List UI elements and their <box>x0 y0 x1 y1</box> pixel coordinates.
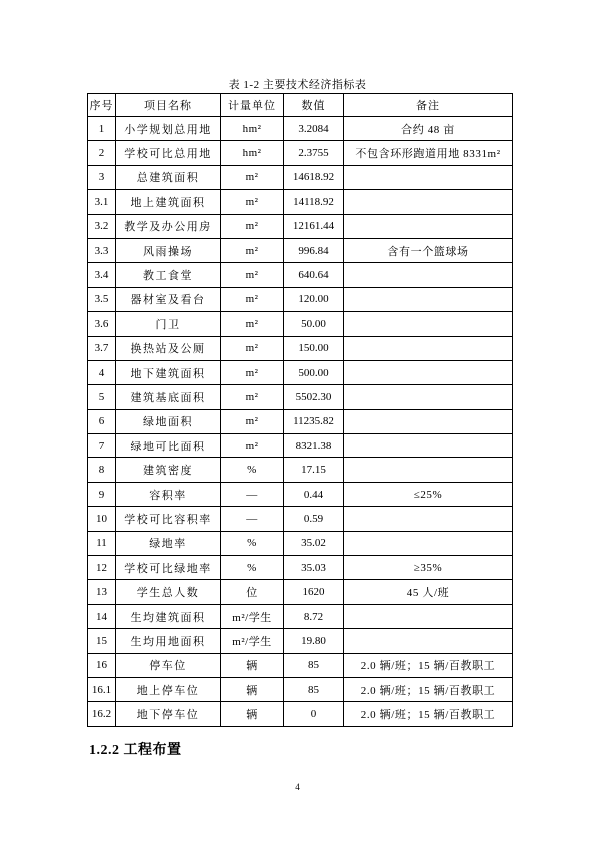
remark-cell <box>344 434 513 458</box>
row-number-cell: 14 <box>88 604 116 628</box>
value-cell: 150.00 <box>284 336 344 360</box>
value-cell: 85 <box>284 653 344 677</box>
value-cell: 640.64 <box>284 263 344 287</box>
row-number-cell: 15 <box>88 629 116 653</box>
item-name-cell: 学校可比总用地 <box>116 141 221 165</box>
unit-cell: m² <box>221 165 284 189</box>
remark-cell: ≤25% <box>344 482 513 506</box>
table-row <box>88 141 513 165</box>
unit-cell: m² <box>221 263 284 287</box>
value-cell: 996.84 <box>284 238 344 262</box>
unit-cell: 辆 <box>221 702 284 726</box>
remark-cell <box>344 287 513 311</box>
header-row-number: 序号 <box>88 94 116 117</box>
table-row <box>88 458 513 482</box>
item-name-cell: 地上停车位 <box>116 677 221 701</box>
remark-cell: 2.0 辆/班；15 辆/百教职工 <box>344 653 513 677</box>
remark-cell: 合约 48 亩 <box>344 117 513 141</box>
item-name-cell: 地下停车位 <box>116 702 221 726</box>
value-cell: 2.3755 <box>284 141 344 165</box>
unit-cell: % <box>221 458 284 482</box>
value-cell: 5502.30 <box>284 385 344 409</box>
table-row <box>88 336 513 360</box>
unit-cell: m² <box>221 312 284 336</box>
table-row <box>88 287 513 311</box>
value-cell: 0.59 <box>284 507 344 531</box>
row-number-cell: 3.1 <box>88 190 116 214</box>
value-cell: 0 <box>284 702 344 726</box>
unit-cell: m² <box>221 385 284 409</box>
table-row <box>88 507 513 531</box>
table-row <box>88 604 513 628</box>
unit-cell: m² <box>221 434 284 458</box>
item-name-cell: 教工食堂 <box>116 263 221 287</box>
remark-cell: 45 人/班 <box>344 580 513 604</box>
remark-cell <box>344 263 513 287</box>
row-number-cell: 9 <box>88 482 116 506</box>
value-cell: 85 <box>284 677 344 701</box>
unit-cell: m² <box>221 214 284 238</box>
item-name-cell: 学校可比容积率 <box>116 507 221 531</box>
page-number: 4 <box>295 782 300 792</box>
header-value: 数值 <box>284 94 344 117</box>
value-cell: 3.2084 <box>284 117 344 141</box>
remark-cell <box>344 604 513 628</box>
row-number-cell: 4 <box>88 360 116 384</box>
item-name-cell: 停车位 <box>116 653 221 677</box>
remark-cell <box>344 629 513 653</box>
unit-cell: m² <box>221 238 284 262</box>
row-number-cell: 3.7 <box>88 336 116 360</box>
remark-cell <box>344 531 513 555</box>
item-name-cell: 小学规划总用地 <box>116 117 221 141</box>
table-row <box>88 385 513 409</box>
row-number-cell: 2 <box>88 141 116 165</box>
row-number-cell: 3.2 <box>88 214 116 238</box>
unit-cell: m² <box>221 360 284 384</box>
value-cell: 14118.92 <box>284 190 344 214</box>
item-name-cell: 地下建筑面积 <box>116 360 221 384</box>
value-cell: 35.02 <box>284 531 344 555</box>
table-row <box>88 409 513 433</box>
row-number-cell: 3.3 <box>88 238 116 262</box>
unit-cell: % <box>221 531 284 555</box>
remark-cell <box>344 507 513 531</box>
item-name-cell: 容积率 <box>116 482 221 506</box>
remark-cell <box>344 214 513 238</box>
row-number-cell: 16.2 <box>88 702 116 726</box>
row-number-cell: 16.1 <box>88 677 116 701</box>
value-cell: 8321.38 <box>284 434 344 458</box>
unit-cell: m² <box>221 409 284 433</box>
unit-cell: — <box>221 482 284 506</box>
unit-cell: — <box>221 507 284 531</box>
item-name-cell: 风雨操场 <box>116 238 221 262</box>
remark-cell: 不包含环形跑道用地 8331m² <box>344 141 513 165</box>
item-name-cell: 建筑基底面积 <box>116 385 221 409</box>
table-row <box>88 190 513 214</box>
table-body <box>88 117 513 727</box>
item-name-cell: 地上建筑面积 <box>116 190 221 214</box>
item-name-cell: 总建筑面积 <box>116 165 221 189</box>
remark-cell: 2.0 辆/班；15 辆/百教职工 <box>344 702 513 726</box>
item-name-cell: 学校可比绿地率 <box>116 556 221 580</box>
table-row <box>88 580 513 604</box>
value-cell: 12161.44 <box>284 214 344 238</box>
remark-cell: 含有一个篮球场 <box>344 238 513 262</box>
unit-cell: % <box>221 556 284 580</box>
remark-cell <box>344 360 513 384</box>
row-number-cell: 5 <box>88 385 116 409</box>
row-number-cell: 11 <box>88 531 116 555</box>
remark-cell: 2.0 辆/班；15 辆/百教职工 <box>344 677 513 701</box>
unit-cell: m²/学生 <box>221 604 284 628</box>
unit-cell: m²/学生 <box>221 629 284 653</box>
unit-cell: m² <box>221 336 284 360</box>
technical-economic-indicator-table <box>87 93 513 727</box>
remark-cell <box>344 385 513 409</box>
item-name-cell: 绿地面积 <box>116 409 221 433</box>
value-cell: 0.44 <box>284 482 344 506</box>
unit-cell: 辆 <box>221 677 284 701</box>
unit-cell: m² <box>221 190 284 214</box>
table-row <box>88 117 513 141</box>
value-cell: 1620 <box>284 580 344 604</box>
row-number-cell: 10 <box>88 507 116 531</box>
row-number-cell: 13 <box>88 580 116 604</box>
table-row <box>88 702 513 726</box>
value-cell: 500.00 <box>284 360 344 384</box>
value-cell: 120.00 <box>284 287 344 311</box>
row-number-cell: 12 <box>88 556 116 580</box>
row-number-cell: 16 <box>88 653 116 677</box>
row-number-cell: 1 <box>88 117 116 141</box>
row-number-cell: 8 <box>88 458 116 482</box>
item-name-cell: 生均用地面积 <box>116 629 221 653</box>
remark-cell <box>344 165 513 189</box>
unit-cell: hm² <box>221 141 284 165</box>
row-number-cell: 3.5 <box>88 287 116 311</box>
row-number-cell: 6 <box>88 409 116 433</box>
remark-cell <box>344 409 513 433</box>
table-row <box>88 238 513 262</box>
remark-cell: ≥35% <box>344 556 513 580</box>
item-name-cell: 门卫 <box>116 312 221 336</box>
unit-cell: 位 <box>221 580 284 604</box>
table-caption: 表 1-2 主要技术经济指标表 <box>228 79 367 91</box>
section-heading: 1.2.2 工程布置 <box>89 743 182 758</box>
item-name-cell: 教学及办公用房 <box>116 214 221 238</box>
table-row <box>88 263 513 287</box>
row-number-cell: 7 <box>88 434 116 458</box>
table-row <box>88 629 513 653</box>
remark-cell <box>344 190 513 214</box>
table-row <box>88 434 513 458</box>
table-row <box>88 531 513 555</box>
table-row <box>88 482 513 506</box>
table-row <box>88 165 513 189</box>
table-row <box>88 214 513 238</box>
value-cell: 14618.92 <box>284 165 344 189</box>
row-number-cell: 3 <box>88 165 116 189</box>
remark-cell <box>344 336 513 360</box>
value-cell: 50.00 <box>284 312 344 336</box>
table-row <box>88 360 513 384</box>
unit-cell: m² <box>221 287 284 311</box>
item-name-cell: 生均建筑面积 <box>116 604 221 628</box>
header-row <box>88 94 513 117</box>
item-name-cell: 绿地可比面积 <box>116 434 221 458</box>
remark-cell <box>344 312 513 336</box>
item-name-cell: 换热站及公厕 <box>116 336 221 360</box>
table-row <box>88 312 513 336</box>
row-number-cell: 3.4 <box>88 263 116 287</box>
unit-cell: 辆 <box>221 653 284 677</box>
unit-cell: hm² <box>221 117 284 141</box>
item-name-cell: 器材室及看台 <box>116 287 221 311</box>
table-row <box>88 556 513 580</box>
item-name-cell: 学生总人数 <box>116 580 221 604</box>
value-cell: 8.72 <box>284 604 344 628</box>
header-item-name: 项目名称 <box>116 94 221 117</box>
item-name-cell: 建筑密度 <box>116 458 221 482</box>
table-row <box>88 677 513 701</box>
table-header <box>88 94 513 117</box>
value-cell: 19.80 <box>284 629 344 653</box>
value-cell: 17.15 <box>284 458 344 482</box>
row-number-cell: 3.6 <box>88 312 116 336</box>
header-remark: 备注 <box>344 94 513 117</box>
value-cell: 11235.82 <box>284 409 344 433</box>
table-row <box>88 653 513 677</box>
header-unit: 计量单位 <box>221 94 284 117</box>
item-name-cell: 绿地率 <box>116 531 221 555</box>
value-cell: 35.03 <box>284 556 344 580</box>
remark-cell <box>344 458 513 482</box>
